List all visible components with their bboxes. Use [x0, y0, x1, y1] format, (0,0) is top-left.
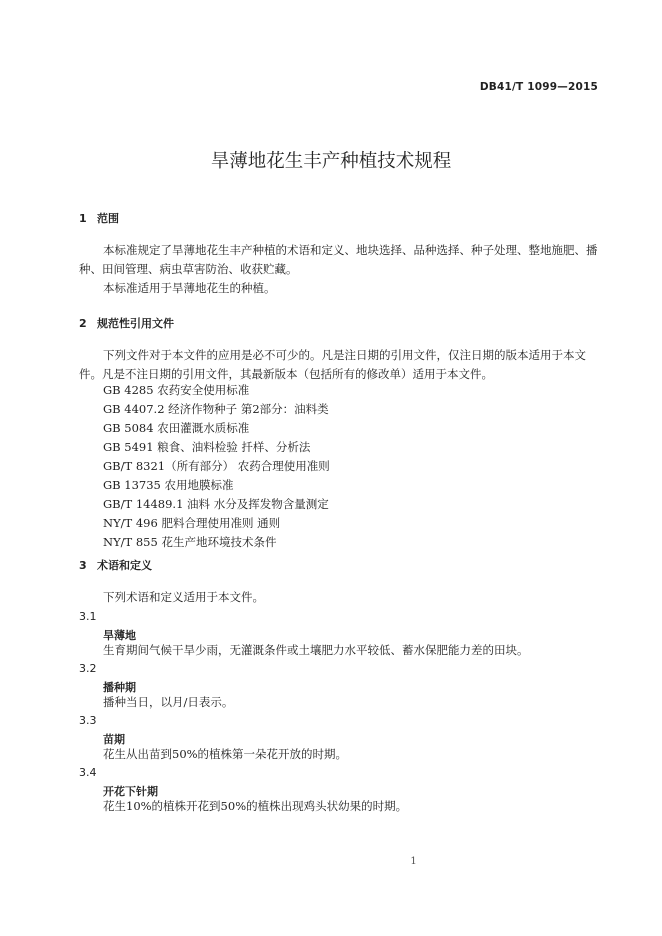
reference-item: GB 5084 农田灌溉水质标准	[103, 421, 250, 435]
section-1-paragraph-1: 本标准规定了旱薄地花生丰产种植的术语和定义、地块选择、品种选择、种子处理、整地施肥、播种、田间管理、病虫草害防治、收获贮藏。	[79, 243, 598, 276]
reference-item: GB 5491 粮食、油料检验 扦样、分析法	[103, 440, 311, 454]
standard-code: DB41/T 1099—2015	[479, 81, 598, 93]
term-definition: 花生10%的植株开花到50%的植株出现鸡头状幼果的时期。	[103, 799, 408, 813]
term-number: 3.4	[79, 766, 97, 779]
page-number: 1	[410, 856, 417, 867]
section-title: 术语和定义	[97, 559, 152, 572]
term-number: 3.1	[79, 610, 97, 623]
term-name: 开花下针期	[103, 785, 158, 798]
section-number: 3	[79, 559, 87, 572]
section-number: 2	[79, 317, 87, 330]
term-number: 3.3	[79, 714, 97, 727]
section-1-paragraph-2: 本标准适用于旱薄地花生的种植。	[103, 281, 276, 295]
reference-item: NY/T 855 花生产地环境技术条件	[103, 535, 277, 549]
term-name: 旱薄地	[103, 629, 136, 642]
reference-item: GB 4407.2 经济作物种子 第2部分：油料类	[103, 402, 329, 416]
term-definition: 花生从出苗到50%的植株第一朵花开放的时期。	[103, 747, 348, 761]
section-title: 规范性引用文件	[97, 317, 174, 330]
section-number: 1	[79, 212, 87, 225]
reference-item: NY/T 496 肥料合理使用准则 通则	[103, 516, 281, 530]
section-2-heading	[79, 315, 174, 331]
term-definition: 生育期间气候干旱少雨，无灌溉条件或土壤肥力水平较低、蓄水保肥能力差的田块。	[103, 643, 529, 657]
reference-item: GB/T 14489.1 油料 水分及挥发物含量测定	[103, 497, 329, 511]
reference-item: GB 13735 农用地膜标准	[103, 478, 234, 492]
term-number: 3.2	[79, 662, 97, 675]
section-title: 范围	[97, 212, 119, 225]
term-name: 苗期	[103, 733, 125, 746]
section-1-heading	[79, 210, 119, 226]
term-definition: 播种当日，以月/日表示。	[103, 695, 234, 709]
term-name: 播种期	[103, 681, 136, 694]
section-3-intro: 下列术语和定义适用于本文件。	[103, 590, 264, 604]
reference-item: GB/T 8321（所有部分） 农药合理使用准则	[103, 459, 330, 473]
section-3-heading	[79, 557, 152, 573]
reference-item: GB 4285 农药安全使用标准	[103, 383, 250, 397]
section-2-intro: 下列文件对于本文件的应用是必不可少的。凡是注日期的引用文件，仅注日期的版本适用于本文件。凡是不注日期的引用文件，其最新版本（包括所有的修改单）适用于本文件。	[79, 348, 586, 381]
document-title: 旱薄地花生丰产种植技术规程	[210, 151, 452, 172]
